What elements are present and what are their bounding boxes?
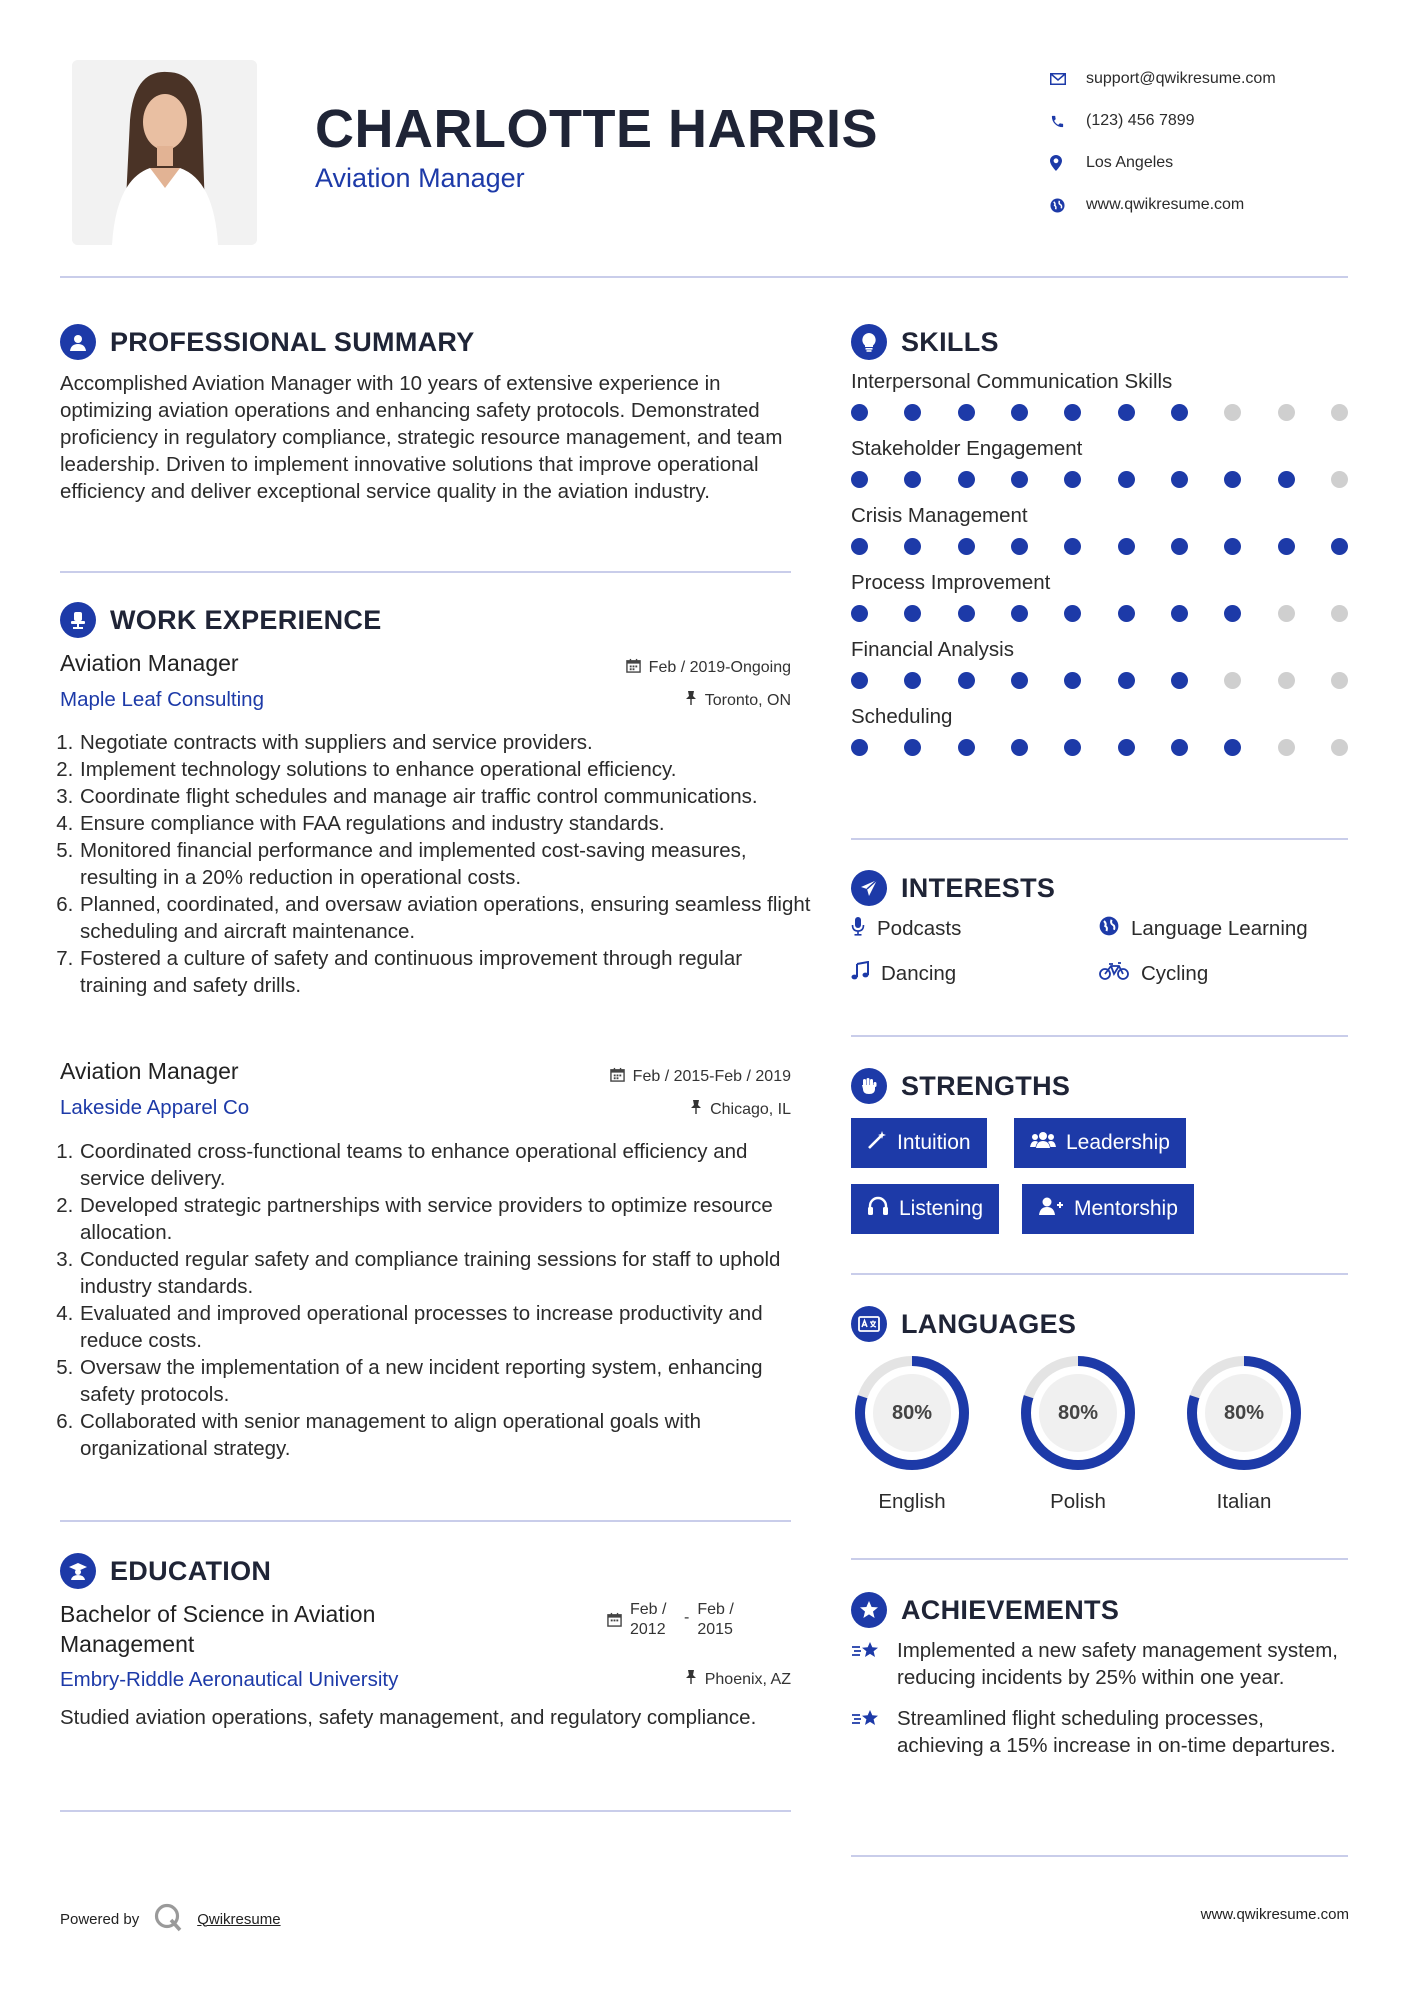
language-item bbox=[1017, 1352, 1139, 1514]
powered-by-label: Powered by bbox=[60, 1910, 140, 1928]
job-2-duty: 3. Conducted regular safety and compliance training sessions for staff to uphold industry standards. bbox=[79, 1246, 814, 1300]
interest-item bbox=[1099, 961, 1208, 987]
language-icon bbox=[851, 1306, 887, 1342]
education-school: Embry-Riddle Aeronautical University bbox=[60, 1668, 399, 1691]
rating-dot-empty bbox=[1331, 739, 1348, 756]
candidate-name: CHARLOTTE HARRIS bbox=[315, 99, 878, 159]
job-2-title: Aviation Manager bbox=[60, 1058, 239, 1084]
pushpin-icon bbox=[690, 1099, 702, 1120]
strengths-title: STRENGTHS bbox=[901, 1070, 1071, 1101]
interest-item bbox=[1099, 916, 1308, 942]
user-icon bbox=[60, 324, 96, 360]
rating-dot-filled bbox=[958, 404, 975, 421]
qwikresume-link[interactable]: Qwikresume bbox=[197, 1910, 281, 1928]
job-2-company: Lakeside Apparel Co bbox=[60, 1096, 250, 1119]
achievement-text: Streamlined flight scheduling processes, achieving a 15% increase in on-time departures. bbox=[897, 1707, 1336, 1757]
rating-dot-filled bbox=[1118, 538, 1135, 555]
rating-dot-filled bbox=[1118, 404, 1135, 421]
strength-chip bbox=[851, 1184, 999, 1234]
job-1-duty: 3. Coordinate flight schedules and manage air traffic control communications. bbox=[79, 783, 814, 810]
job-2-duty: 2. Developed strategic partnerships with service providers to optimize resource allocation. bbox=[79, 1192, 814, 1246]
graduate-icon bbox=[60, 1553, 96, 1589]
rating-dot-filled bbox=[851, 672, 868, 689]
profile-photo bbox=[72, 60, 257, 245]
skill-name: Process Improvement bbox=[851, 571, 1051, 594]
contact-website-text: www.qwikresume.com bbox=[1086, 196, 1245, 213]
interest-item bbox=[851, 961, 956, 987]
skill-rating bbox=[851, 471, 1348, 488]
rating-dot-filled bbox=[1011, 739, 1028, 756]
strength-chip bbox=[1022, 1184, 1194, 1234]
rating-dot-filled bbox=[904, 471, 921, 488]
job-1-duties bbox=[60, 729, 814, 999]
job-2-duty: 6. Collaborated with senior management to align operational goals with organizational strategy. bbox=[79, 1408, 814, 1462]
skill-name: Crisis Management bbox=[851, 504, 1028, 527]
education-heading bbox=[60, 1551, 271, 1591]
strength-chip bbox=[851, 1118, 987, 1168]
rating-dot-filled bbox=[851, 739, 868, 756]
summary-heading bbox=[60, 322, 475, 362]
microphone-icon bbox=[851, 916, 865, 942]
contact-location bbox=[1050, 142, 1380, 184]
rating-dot-filled bbox=[904, 739, 921, 756]
strength-label: Intuition bbox=[897, 1131, 971, 1154]
skills-heading bbox=[851, 322, 999, 362]
achievement-item bbox=[851, 1705, 1351, 1759]
skill-name: Interpersonal Communication Skills bbox=[851, 370, 1173, 393]
rating-dot-empty bbox=[1278, 404, 1295, 421]
language-name: Italian bbox=[1216, 1490, 1272, 1513]
rating-dot-filled bbox=[1118, 471, 1135, 488]
rating-dot-empty bbox=[1331, 471, 1348, 488]
rating-dot-empty bbox=[1331, 605, 1348, 622]
summary-divider bbox=[60, 571, 791, 573]
skills-title: SKILLS bbox=[901, 326, 999, 357]
job-1-duty: 7. Fostered a culture of safety and continuous improvement through regular training and safety drills. bbox=[79, 945, 814, 999]
education-date-separator: - bbox=[684, 1609, 690, 1626]
skill-item bbox=[851, 504, 1348, 555]
education-title: EDUCATION bbox=[110, 1555, 272, 1586]
rating-dot-filled bbox=[958, 672, 975, 689]
education-degree: Bachelor of Science in Aviation Management bbox=[60, 1601, 376, 1657]
job-2-location bbox=[520, 1099, 791, 1120]
achievements-list bbox=[851, 1637, 1351, 1759]
rating-dot-filled bbox=[851, 404, 868, 421]
skill-item bbox=[851, 437, 1348, 488]
rating-dot-filled bbox=[1171, 672, 1188, 689]
education-date bbox=[607, 1600, 743, 1640]
job-2-duties bbox=[60, 1138, 814, 1462]
interests-divider bbox=[851, 1035, 1348, 1037]
chair-icon bbox=[60, 602, 96, 638]
job-1-duty: 1. Negotiate contracts with suppliers and service providers. bbox=[79, 729, 814, 756]
summary-title: PROFESSIONAL SUMMARY bbox=[110, 326, 475, 357]
contact-email[interactable] bbox=[1050, 58, 1380, 100]
rating-dot-empty bbox=[1331, 672, 1348, 689]
rating-dot-filled bbox=[851, 471, 868, 488]
achievement-text: Implemented a new safety management system, reducing incidents by 25% within one year. bbox=[897, 1639, 1338, 1689]
rating-dot-filled bbox=[1224, 739, 1241, 756]
header-divider bbox=[60, 276, 1348, 278]
experience-divider bbox=[60, 1520, 791, 1522]
summary-text: Accomplished Aviation Manager with 10 years of extensive experience in optimizing aviation operations and enhancing safety protocols. Demonstrated proficiency in regulatory compliance, strategic resource management, and team leadership. Driven to implement innovative solutions that improve operational efficiency and deliver exceptional service quality in the aviation industry. bbox=[60, 372, 783, 503]
rating-dot-filled bbox=[958, 538, 975, 555]
job-1-location bbox=[520, 690, 791, 711]
rating-dot-empty bbox=[1224, 404, 1241, 421]
languages-heading bbox=[851, 1304, 1076, 1344]
rating-dot-filled bbox=[1171, 471, 1188, 488]
education-location-text: Phoenix, AZ bbox=[704, 1670, 791, 1688]
calendar-icon bbox=[607, 1600, 622, 1640]
rating-dot-filled bbox=[904, 404, 921, 421]
interest-label: Podcasts bbox=[877, 917, 962, 940]
skill-item bbox=[851, 571, 1348, 622]
rating-dot-filled bbox=[1278, 471, 1295, 488]
contact-phone-text: (123) 456 7899 bbox=[1086, 112, 1195, 129]
education-location bbox=[520, 1669, 791, 1690]
rating-dot-filled bbox=[1171, 404, 1188, 421]
contact-location-text: Los Angeles bbox=[1086, 154, 1174, 171]
skill-name: Financial Analysis bbox=[851, 638, 1014, 661]
interest-label: Language Learning bbox=[1131, 917, 1308, 940]
job-1-duty: 6. Planned, coordinated, and oversaw aviation operations, ensuring seamless flight scheduling and aircraft maintenance. bbox=[79, 891, 814, 945]
job-2-duty: 1. Coordinated cross-functional teams to enhance operational efficiency and service delivery. bbox=[79, 1138, 814, 1192]
map-pin-icon bbox=[1050, 155, 1086, 171]
interests-title: INTERESTS bbox=[901, 872, 1056, 903]
rating-dot-empty bbox=[1224, 672, 1241, 689]
pushpin-icon bbox=[685, 690, 697, 711]
language-name: Polish bbox=[1050, 1490, 1106, 1513]
achievements-heading bbox=[851, 1590, 1119, 1630]
rating-dot-empty bbox=[1331, 404, 1348, 421]
rating-dot-filled bbox=[1118, 605, 1135, 622]
skill-rating bbox=[851, 672, 1348, 689]
rating-dot-filled bbox=[1011, 538, 1028, 555]
envelope-icon bbox=[1050, 73, 1086, 85]
strengths-heading bbox=[851, 1066, 1070, 1106]
star-badge-icon bbox=[851, 1592, 887, 1628]
contact-email-text: support@qwikresume.com bbox=[1086, 70, 1276, 87]
achievements-title: ACHIEVEMENTS bbox=[901, 1594, 1120, 1625]
rating-dot-filled bbox=[1224, 605, 1241, 622]
skill-item bbox=[851, 638, 1348, 689]
experience-title: WORK EXPERIENCE bbox=[110, 604, 382, 635]
rating-dot-filled bbox=[1064, 739, 1081, 756]
rating-dot-filled bbox=[1064, 672, 1081, 689]
education-divider bbox=[60, 1810, 791, 1812]
paper-plane-icon bbox=[851, 870, 887, 906]
rating-dot-filled bbox=[851, 538, 868, 555]
rating-dot-filled bbox=[958, 471, 975, 488]
rating-dot-filled bbox=[1224, 538, 1241, 555]
experience-heading bbox=[60, 600, 382, 640]
rating-dot-empty bbox=[1278, 672, 1295, 689]
footer-powered-by bbox=[60, 1902, 281, 1936]
rating-dot-filled bbox=[1011, 404, 1028, 421]
user-plus-icon bbox=[1038, 1196, 1064, 1222]
languages-divider bbox=[851, 1558, 1348, 1560]
fist-icon bbox=[851, 1068, 887, 1104]
rating-dot-filled bbox=[1011, 471, 1028, 488]
job-1-date-text: Feb / 2019-Ongoing bbox=[648, 659, 791, 676]
rating-dot-filled bbox=[958, 605, 975, 622]
users-icon bbox=[1030, 1130, 1056, 1156]
skills-divider bbox=[851, 838, 1348, 840]
calendar-icon bbox=[626, 658, 641, 678]
rating-dot-filled bbox=[1118, 739, 1135, 756]
rating-dot-filled bbox=[904, 538, 921, 555]
rating-dot-filled bbox=[1064, 605, 1081, 622]
job-2-duty: 5. Oversaw the implementation of a new incident reporting system, enhancing safety protocols. bbox=[79, 1354, 814, 1408]
job-1-duty: 2. Implement technology solutions to enhance operational efficiency. bbox=[79, 756, 814, 783]
skill-item bbox=[851, 370, 1348, 421]
job-2-location-text: Chicago, IL bbox=[710, 1100, 791, 1118]
contact-website[interactable] bbox=[1050, 184, 1380, 226]
phone-icon bbox=[1050, 114, 1086, 129]
contact-phone[interactable] bbox=[1050, 100, 1380, 142]
candidate-title: Aviation Manager bbox=[315, 163, 525, 193]
rating-dot-filled bbox=[1224, 471, 1241, 488]
education-date-start: Feb / 2012 bbox=[630, 1601, 667, 1638]
job-2-date bbox=[520, 1067, 791, 1087]
skill-item bbox=[851, 705, 1348, 756]
globe-icon bbox=[1099, 916, 1119, 942]
education-date-end: Feb / 2015 bbox=[697, 1601, 734, 1638]
languages-title: LANGUAGES bbox=[901, 1308, 1077, 1339]
rating-dot-filled bbox=[1171, 538, 1188, 555]
rating-dot-filled bbox=[904, 605, 921, 622]
rating-dot-empty bbox=[1278, 739, 1295, 756]
music-note-icon bbox=[851, 961, 869, 987]
rating-dot-filled bbox=[1331, 538, 1348, 555]
education-description: Studied aviation operations, safety management, and regulatory compliance. bbox=[60, 1706, 757, 1729]
rating-dot-filled bbox=[1011, 672, 1028, 689]
calendar-icon bbox=[610, 1067, 625, 1087]
language-name: English bbox=[878, 1490, 946, 1513]
qwikresume-logo-icon bbox=[153, 1902, 183, 1936]
rating-dot-filled bbox=[1278, 538, 1295, 555]
skill-rating bbox=[851, 538, 1348, 555]
job-1-duty: 4. Ensure compliance with FAA regulations and industry standards. bbox=[79, 810, 814, 837]
language-percent: 80% bbox=[1057, 1401, 1099, 1424]
rating-dot-filled bbox=[1118, 672, 1135, 689]
globe-icon bbox=[1050, 198, 1086, 213]
job-1-duty: 5. Monitored financial performance and implemented cost-saving measures, resulting in a 20% reduction in operational costs. bbox=[79, 837, 814, 891]
bicycle-icon bbox=[1099, 961, 1129, 987]
pushpin-icon bbox=[685, 1669, 697, 1690]
rating-dot-empty bbox=[1278, 605, 1295, 622]
rating-dot-filled bbox=[1064, 538, 1081, 555]
skill-rating bbox=[851, 404, 1348, 421]
languages-list bbox=[851, 1352, 1348, 1514]
strength-label: Listening bbox=[899, 1197, 984, 1220]
job-1-company: Maple Leaf Consulting bbox=[60, 688, 264, 711]
strengths-divider bbox=[851, 1273, 1348, 1275]
rating-dot-filled bbox=[1064, 404, 1081, 421]
language-percent: 80% bbox=[891, 1401, 933, 1424]
language-item bbox=[851, 1352, 973, 1514]
interest-label: Cycling bbox=[1141, 962, 1209, 985]
language-percent: 80% bbox=[1223, 1401, 1265, 1424]
contact-list bbox=[1050, 58, 1380, 226]
rating-dot-filled bbox=[1171, 605, 1188, 622]
skill-name: Scheduling bbox=[851, 705, 953, 728]
rating-dot-filled bbox=[1064, 471, 1081, 488]
lightbulb-icon bbox=[851, 324, 887, 360]
job-2-date-text: Feb / 2015-Feb / 2019 bbox=[632, 1068, 791, 1085]
job-2-duty: 4. Evaluated and improved operational processes to increase productivity and reduce costs. bbox=[79, 1300, 814, 1354]
rating-dot-filled bbox=[851, 605, 868, 622]
skills-list bbox=[851, 370, 1348, 772]
interest-item bbox=[851, 916, 961, 942]
magic-wand-icon bbox=[867, 1130, 887, 1156]
strength-label: Leadership bbox=[1066, 1131, 1170, 1154]
strength-label: Mentorship bbox=[1074, 1197, 1178, 1220]
rating-dot-filled bbox=[958, 739, 975, 756]
rating-dot-filled bbox=[1171, 739, 1188, 756]
strength-chip bbox=[1014, 1118, 1186, 1168]
job-1-location-text: Toronto, ON bbox=[704, 691, 791, 709]
rating-dot-filled bbox=[904, 672, 921, 689]
rating-dot-filled bbox=[1011, 605, 1028, 622]
achievements-divider bbox=[851, 1855, 1348, 1857]
footer-website[interactable]: www.qwikresume.com bbox=[1200, 1906, 1349, 1923]
interest-label: Dancing bbox=[881, 962, 957, 985]
shooting-star-icon bbox=[851, 1637, 883, 1691]
interests-heading bbox=[851, 868, 1055, 908]
skill-rating bbox=[851, 739, 1348, 756]
job-1-date bbox=[520, 658, 791, 678]
shooting-star-icon bbox=[851, 1705, 883, 1759]
headphones-icon bbox=[867, 1196, 889, 1222]
job-1-title: Aviation Manager bbox=[60, 650, 239, 676]
achievement-item bbox=[851, 1637, 1351, 1691]
skill-rating bbox=[851, 605, 1348, 622]
language-item bbox=[1183, 1352, 1305, 1514]
skill-name: Stakeholder Engagement bbox=[851, 437, 1083, 460]
